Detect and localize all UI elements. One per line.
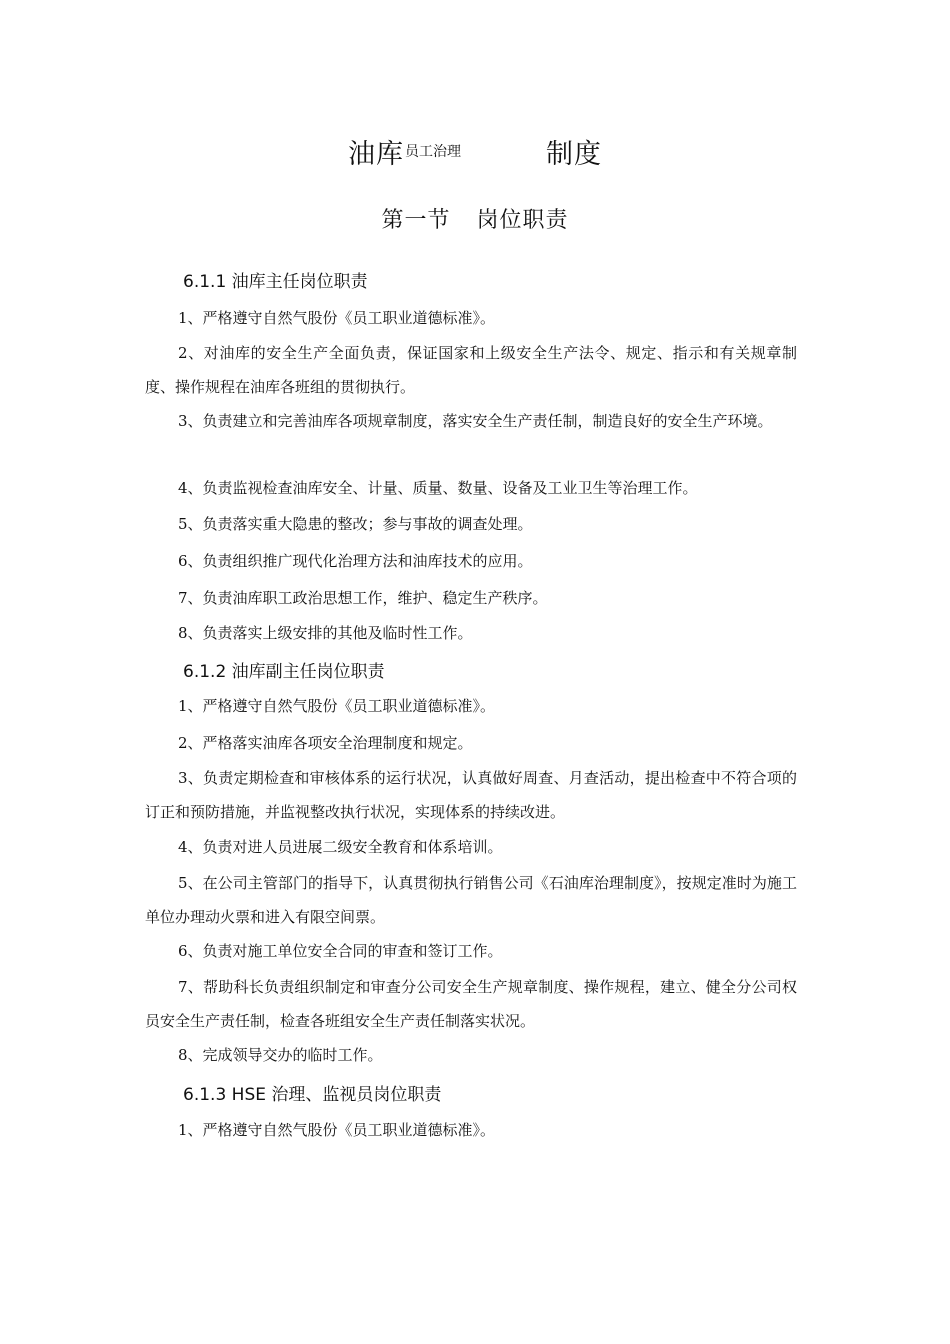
paragraph: 8、负责落实上级安排的其他及临时性工作。 <box>178 624 473 642</box>
section-heading <box>0 203 950 234</box>
document-title <box>0 128 950 172</box>
paragraph: 1、严格遵守自然气股份《员工职业道德标准》。 <box>178 309 496 327</box>
paragraph: 7、负责油库职工政治思想工作，维护、稳定生产秩序。 <box>178 589 548 607</box>
paragraph: 5、负责落实重大隐患的整改；参与事故的调查处理。 <box>178 515 533 533</box>
paragraph: 4、负责对进人员进展二级安全教育和体系培训。 <box>178 838 503 856</box>
paragraph: 6、负责对施工单位安全合同的审查和签订工作。 <box>178 942 503 960</box>
title-part-2: 制度 <box>546 139 602 170</box>
title-part-1: 油库 <box>348 139 404 170</box>
paragraph: 3、负责建立和完善油库各项规章制度，落实安全生产责任制，制造良好的安全生产环境。 <box>178 412 773 430</box>
paragraph: 1、严格遵守自然气股份《员工职业道德标准》。 <box>178 697 496 715</box>
paragraph: 8、完成领导交办的临时工作。 <box>178 1046 383 1064</box>
section-number: 第一节 <box>381 208 451 233</box>
paragraph: 2、严格落实油库各项安全治理制度和规定。 <box>178 734 473 752</box>
paragraph: 5、在公司主管部门的指导下，认真贯彻执行销售公司《石油库治理制度》，按规定准时为施工单位办理动火票和进入有限空间票。 <box>145 874 797 926</box>
subsection-heading-3: 6.1.3 HSE 治理、监视员岗位职责 <box>183 1085 442 1105</box>
subsection-heading-1: 6.1.1 油库主任岗位职责 <box>183 272 368 292</box>
paragraph: 6、负责组织推广现代化治理方法和油库技术的应用。 <box>178 552 533 570</box>
paragraph: 1、严格遵守自然气股份《员工职业道德标准》。 <box>178 1121 496 1139</box>
paragraph: 3、负责定期检查和审核体系的运行状况，认真做好周查、月查活动，提出检查中不符合项的订正和预防措施，并监视整改执行状况，实现体系的持续改进。 <box>145 769 797 821</box>
subsection-heading-2: 6.1.2 油库副主任岗位职责 <box>183 662 385 682</box>
paragraph: 2、对油库的安全生产全面负责，保证国家和上级安全生产法令、规定、指示和有关规章制度、操作规程在油库各班组的贯彻执行。 <box>145 344 797 396</box>
section-name: 岗位职责 <box>476 208 569 233</box>
paragraph: 7、帮助科长负责组织制定和审查分公司安全生产规章制度、操作规程，建立、健全分公司权员安全生产责任制，检查各班组安全生产责任制落实状况。 <box>145 978 797 1030</box>
title-small-text: 员工治理 <box>405 144 461 160</box>
paragraph: 4、负责监视检查油库安全、计量、质量、数量、设备及工业卫生等治理工作。 <box>178 479 698 497</box>
